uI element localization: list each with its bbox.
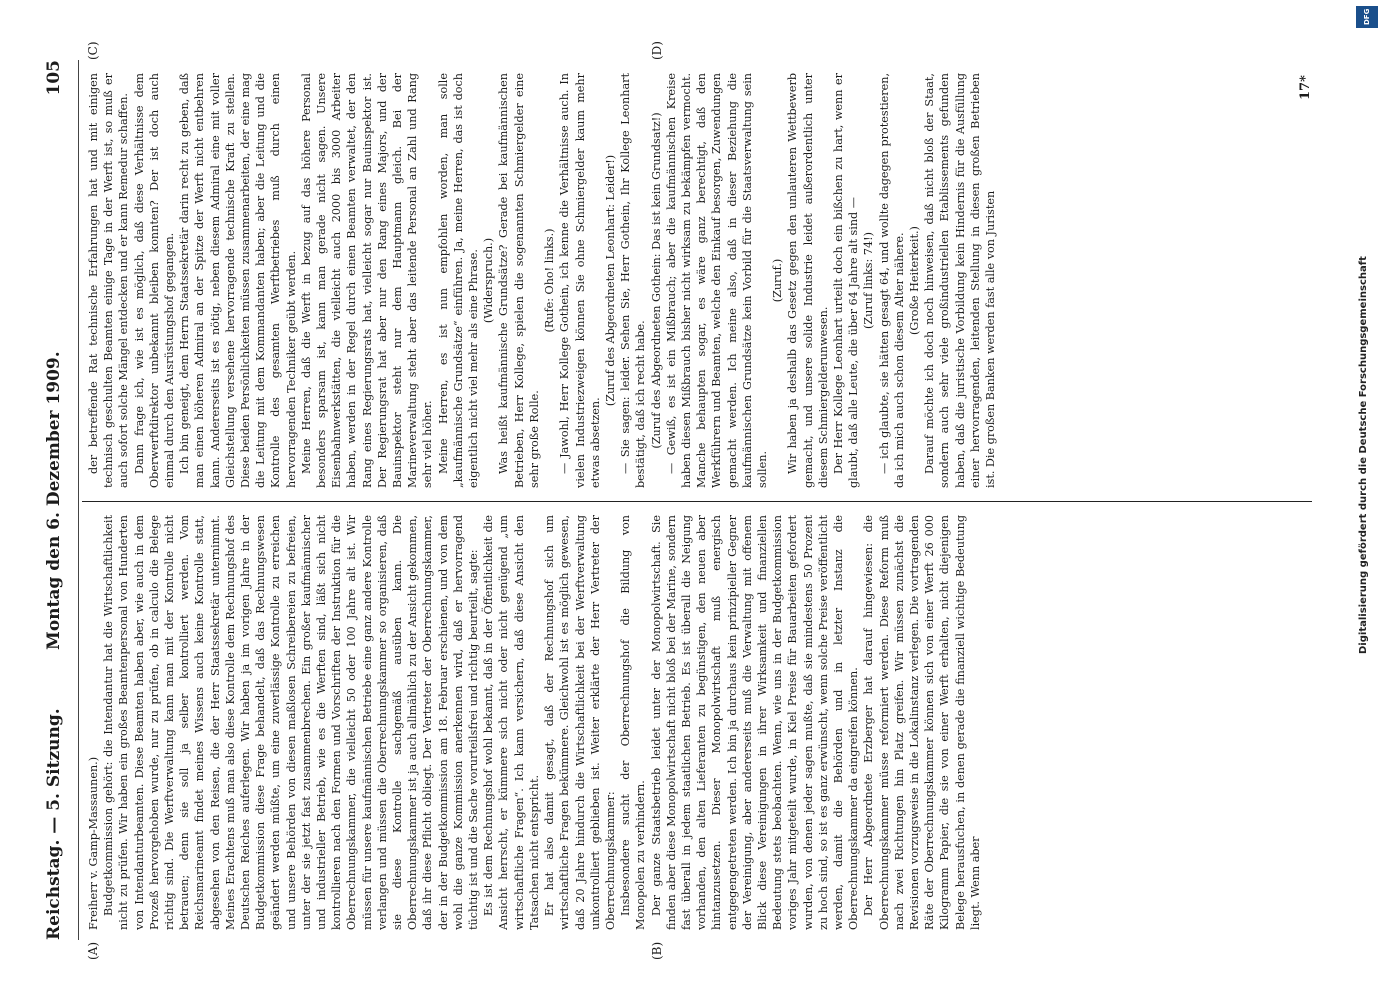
paragraph: Was heißt kaufmännische Grundsätze? Gerade bei kaufmännischen Betrieben, Herr Kollege, spielen die sogenannten Schmiergelder eine sehr große Rolle. [497,73,541,488]
interjection: (Große Heiterkeit.) [907,226,921,335]
interjection: (Zuruf.) [771,258,785,303]
paragraph: Ich bin geneigt, dem Herrn Staatssekretär darin recht zu geben, daß man einen höheren Admiral an der Spitze der Werft nicht entbehren kann. Andererseits ist es nötig, neben diesem Admiral eine mit voller Gleichstellung versehene hervorragende technische Kraft zu stellen. Diese beiden Persönlichkeiten müssen zusammenarbeiten, der eine mag die Leitung mit dem Kommandanten haben; aber die Leitung und die Kontrolle des gesamten Werftbetriebes muß durch einen hervorragenden Techniker geübt werden. [178,73,298,488]
paragraph: — Jawohl, Herr Kollege Gothein, ich kenne die Verhältnisse auch. In vielen Industriezweigen können Sie ohne Schmiergelder kaum mehr etwas absetzen. [558,73,602,488]
paragraph: Es ist dem Rechnungshof wohl bekannt, daß in der Öffentlichkeit die Ansicht herrscht, er kümmere sich nicht oder nicht genügend „um wirtschaftliche Fragen“. Ich kann versichern, daß diese Ansicht den Tatsachen nicht entspricht. [482,515,541,930]
header-rule [78,60,79,940]
paragraph: — Sie sagen: leider. Sehen Sie, Herr Gothein, Ihr Kollege Leonhart bestätigt, daß ich recht habe. [619,73,648,488]
paragraph: Meine Herren, daß die Werft in bezug auf das höhere Personal besonders sparsam ist, kann man gerade nicht sagen. Unsere Eisenbahnwerkstätten, die vielleicht auch 2000 bis 3000 Arbeiter haben, werden in der Regel durch einen Beamten verwaltet, der den Rang eines Regierungsrats hat, vielleicht sogar nur Bauinspektor ist. Der Regierungsrat hat aber nur den Rang eines Majors, und der Bauinspektor steht nur dem Hauptmann gleich. Bei der Marineverwaltung steht aber das leitende Personal an Zahl und Rang sehr viel höher. [299,73,435,488]
page-number: 105 [44,60,64,96]
page-header [44,60,74,940]
paragraph: Darauf möchte ich doch noch hinweisen, daß nicht bloß der Staat, sondern auch sehr viele großindustriellen Etablissements gefunden haben, daß die juristische Vorbildung kein Hindernis für die Ausfüllung einer hervorragenden, leitenden Stellung in diesen großen Betrieben ist. Die großen Banken werden fast alle von Juristen [923,73,997,488]
left-text-column [86,515,1306,930]
margin-marker-c: (C) [86,41,100,60]
margin-marker-b: (B) [650,941,664,960]
paragraph: Freiherr v. Gamp-Massaunen.) [87,756,100,930]
paragraph: Der Herr Kollege Leonhart urteilt doch ein bißchen zu hart, wenn er glaubt, daß alle Leute, die über 64 Jahre alt sind — [831,73,861,488]
paragraph: Insbesondere sucht der Oberrechnungshof die Bildung von Monopolen zu verhindern. [619,515,648,930]
dfg-logo: DFG [1356,6,1378,28]
signature-mark: 17* [1298,75,1313,100]
paragraph: der betreffende Rat technische Erfahrungen hat und mit einigen technisch geschulten Beamten einige Tage in der Werft ist, so muß er auch sofort solche Mängel entdecken und er kann Remedur schaffen. [87,73,131,488]
paragraph: — Gewiß, es ist ein Mißbrauch; aber die kaufmännischen Kreise haben diesen Mißbrauch bisher nicht wirksam zu bekämpfen vermocht. Manche behaupten sogar, es wäre ganz berechtigt, daß den Werkführern und Beamten, welche den Einkauf besorgen, Zuwendungen gemacht werden. Ich meine also, daß in dieser Beziehung die kaufmännischen Grundsätze kein Vorbild für die Staatsverwaltung sein sollen. [664,73,769,488]
paragraph: Dann frage ich, wie ist es möglich, daß diese Verhältnisse dem Oberwerftdirektor unbekannt bleiben konnten? Der ist doch auch einmal durch den Ausrüstungshof gegangen. [132,73,177,488]
credit-sidebar [1352,0,1383,1000]
paragraph: Er hat also damit gesagt, daß der Rechnungshof sich um wirtschaftliche Fragen bekümmere. Gleichwohl ist es möglich gewesen, daß 20 Jahre hindurch die Wirtschaftlichkeit bei der Werftverwaltung unkontrolliert geblieben ist. Weiter erklärte der Herr Vertreter der Oberrechnungskammer: [543,515,617,930]
paragraph: Budgetkommission gehört: die Intendantur hat die Wirtschaftlichkeit nicht zu prüfen. Wir haben ein großes Beamtenpersonal von Hunderten von Intendanturbeamten. Diese Beamten haben aber, wie auch in dem Prozeß hervorgehoben wurde, nur zu prüfen, ob in calculo die Belege richtig sind. Die Werftverwaltung kann man mit der Kontrolle nicht betrauen; denn sie soll ja selber kontrolliert werden. Vom Reichsmarineamt findet meines Wissens auch keine Kontrolle statt, abgesehen von den Reisen, die der Herr Staatssekretär unternimmt. Meines Erachtens muß man also diese Kontrolle dem Rechnungshof des Deutschen Reiches auferlegen. Wir haben ja im vorigen Jahre in der Budgetkommission diese Frage behandelt, daß das Rechnungswesen geändert werden müßte, um eine zuverlässige Kontrolle zu erreichen und unsere Behörden von diesen maßlosen Schreibereien zu befreien, unter der sie jetzt fast zusammenbrechen. Ein großer kaufmännischer und industrieller Betrieb, wie es die Werften sind, läßt sich nicht kontrollieren nach den Formen und Vorschriften der Instruktion für die Oberrechnungskammer, die vielleicht 50 oder 100 Jahre alt ist. Wir müssen für unsere kaufmännischen Betriebe eine ganz andere Kontrolle verlangen und müssen die Oberrechnungskammer so organisieren, daß sie diese Kontrolle sachgemäß ausüben kann. Die Oberrechnungskammer ist ja auch allmählich zu der Ansicht gekommen, daß ihr diese Pflicht obliegt. Der Vertreter der Oberrechnungskammer, der in der Budgetkommission am 18. Februar erschienen, und von dem wohl die ganze Kommission anerkennen wird, daß er hervorragend tüchtig ist und die Sache vorurteilsfrei und richtig beurteilt, sagte: [102,515,481,930]
interjection: (Rufe: Oho! links.) [543,228,557,333]
paragraph: Der Herr Abgeordnete Erzberger hat darauf hingewiesen: die Oberrechnungskammer müsse reformiert werden. Diese Reform muß nach zwei Richtungen hin Platz greifen. Wir müssen zunächst die Revisionen vorzugsweise in die Lokalinstanz verlegen. Die vortragenden Räte der Oberrechnungskammer können sich von einer Werft 26 000 Kilogramm Papier, die sie von einer Werft erhalten, nicht diejenigen Belege herausfuchen, in denen gerade die finanziell wichtige Bedeutung liegt. Wenn aber [862,515,982,930]
interjection: (Zuruf des Abgeordneten Leonhart: Leider!) [603,154,617,407]
paragraph: Der ganze Staatsbetrieb leidet unter der Monopolwirtschaft. Sie finden aber diese Monopolwirtschaft nicht bloß bei der Marine, sondern fast überall in jedem staatlichen Betrieb. Es ist überall die Neigung vorhanden, den alten Lieferanten zu begünstigen, den neuen aber hintanzusetzen. Dieser Monopolwirtschaft muß energisch entgegengetreten werden. Ich bin ja durchaus kein prinzipieller Gegner der Vereinigung, aber andererseits muß die Verwaltung mit offenem Blick diese Vereinigungen in ihrer Wirksamkeit und finanziellen Bedeutung stets beobachten. Wenn, wie uns in der Budgetkommission voriges Jahr mitgeteilt wurde, in Kiel Preise für Bauarbeiten gefordert wurden, von denen jeder sagen mußte, daß sie mindestens 50 Prozent zu hoch sind, so ist es ganz erwünscht, wenn solche Preise veröffentlicht werden, damit die Behörden und in letzter Instanz die Oberrechnungskammer da eingreifen können. [649,515,861,930]
column-divider [82,501,1312,502]
interjection: (Widerspruch.) [482,237,496,324]
paragraph: — ich glaubte, sie hätten gesagt 64, und wollte dagegen protestieren, da ich mich auch schon diesem Alter nähere. [877,73,906,488]
paragraph: Wir haben ja deshalb das Gesetz gegen den unlauteren Wettbewerb gemacht, und unsere solide Industrie leidet außerordentlich unter diesem Schmiergelderunwesen. [786,73,830,488]
header-date: Montag den 6. Dezember 1909. [44,351,64,650]
margin-marker-d: (D) [650,41,664,60]
right-text-column [86,73,1306,488]
header-session: Reichstag. — 5. Sitzung. [44,708,64,940]
paragraph: Meine Herren, es ist nun empfohlen worden, man solle „kaufmännische Grundsätze“ einführen. Ja, meine Herren, das ist doch eigentlich nicht viel mehr als eine Phrase. [436,73,481,488]
interjection: (Zuruf des Abgeordneten Gothein: Das ist kein Grundsatz!) [649,112,663,449]
interjection: (Zuruf links: 74!) [862,232,876,329]
margin-marker-a: (A) [86,941,100,960]
funding-credit: Digitalisierung gefördert durch die Deutsche Forschungsgemeinschaft [1358,256,1369,654]
